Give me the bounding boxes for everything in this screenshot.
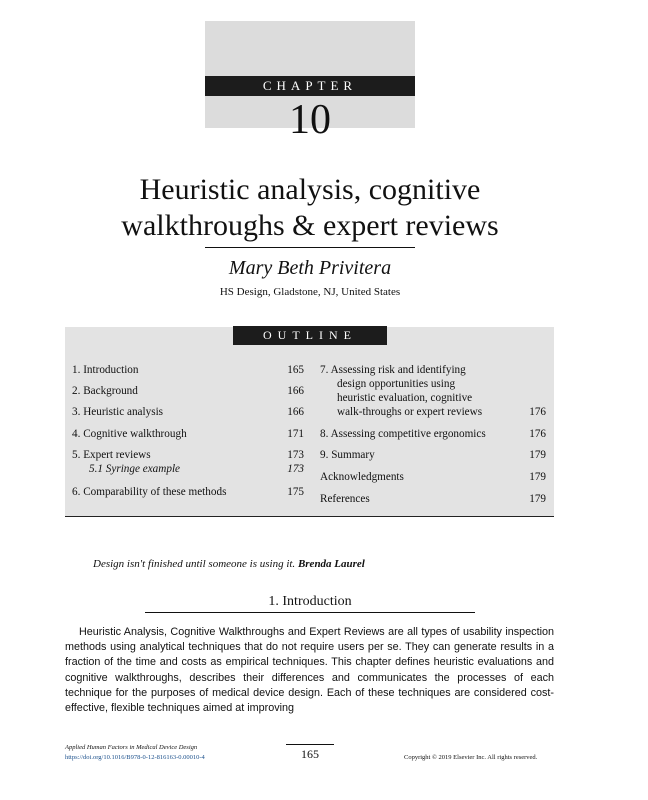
toc-item-syringe-example[interactable]: 5.1 Syringe example xyxy=(89,463,181,475)
footer-copyright: Copyright © 2019 Elsevier Inc. All rights reserved. xyxy=(404,754,538,761)
toc-item-assessing-risk-cont: heuristic evaluation, cognitive xyxy=(337,392,473,404)
footer-rule xyxy=(286,744,334,745)
toc-page: 175 xyxy=(287,486,304,498)
chapter-title xyxy=(60,172,560,244)
toc-item-assessing-risk[interactable]: 7. Assessing risk and identifying xyxy=(320,364,466,376)
section-heading: 1. Introduction xyxy=(268,594,352,609)
toc-page: 165 xyxy=(287,364,304,376)
footer-doi-link[interactable]: https://doi.org/10.1016/B978-0-12-816163-0.00010-4 xyxy=(65,754,205,761)
toc-item-assessing-risk-cont: design opportunities using xyxy=(337,378,456,390)
toc-item-background[interactable]: 2. Background xyxy=(72,385,138,397)
title-line-1: Heuristic analysis, cognitive xyxy=(139,173,481,206)
toc-item-summary[interactable]: 9. Summary xyxy=(320,449,375,461)
page-number: 165 xyxy=(301,747,319,761)
toc-item-expert-reviews[interactable]: 5. Expert reviews xyxy=(72,449,151,461)
affiliation: HS Design, Gladstone, NJ, United States xyxy=(219,286,401,298)
toc-page: 166 xyxy=(287,406,304,418)
outline-label: OUTLINE xyxy=(233,326,387,345)
author: Mary Beth Privitera xyxy=(228,257,392,279)
epigraph xyxy=(93,558,365,570)
toc-page: 171 xyxy=(287,428,304,440)
toc-page: 173 xyxy=(287,449,304,461)
toc-item-comparability[interactable]: 6. Comparability of these methods xyxy=(72,486,227,498)
toc-item-introduction[interactable]: 1. Introduction xyxy=(72,364,139,376)
toc-item-cognitive-walkthrough[interactable]: 4. Cognitive walkthrough xyxy=(72,428,187,440)
section-rule xyxy=(145,612,475,613)
toc-item-acknowledgments[interactable]: Acknowledgments xyxy=(320,471,404,483)
footer-book-title: Applied Human Factors in Medical Device Design xyxy=(65,744,198,751)
title-rule xyxy=(205,247,415,248)
toc-item-assessing-risk-cont: walk-throughs or expert reviews xyxy=(337,406,483,418)
chapter-label: CHAPTER xyxy=(205,76,415,96)
toc-page: 179 xyxy=(529,493,546,505)
chapter-number: 10 xyxy=(289,97,331,143)
epigraph-author: Brenda Laurel xyxy=(297,558,365,570)
toc-page: 176 xyxy=(529,406,546,418)
toc-page: 179 xyxy=(529,449,546,461)
toc-page: 176 xyxy=(529,428,546,440)
toc-item-references[interactable]: References xyxy=(320,493,370,505)
title-line-2: walkthroughs & expert reviews xyxy=(121,209,499,242)
epigraph-text: Design isn't finished until someone is using it. xyxy=(93,558,296,570)
toc-page: 166 xyxy=(287,385,304,397)
toc-item-competitive-ergonomics[interactable]: 8. Assessing competitive ergonomics xyxy=(320,428,486,440)
toc-item-heuristic-analysis[interactable]: 3. Heuristic analysis xyxy=(72,406,164,418)
toc-page: 179 xyxy=(529,471,546,483)
toc-page: 173 xyxy=(287,463,304,475)
body-paragraph: Heuristic Analysis, Cognitive Walkthroughs and Expert Reviews are all types of usability inspection methods using analytical techniques that do not require users per se. They can generate results in a fraction of the time and costs as empirical techniques. This chapter defines heuristic evaluations and cognitive walkthroughs, describes their differences and communicates the processes of each technique for the purposes of medical device design. Each of these techniques are considered cost-effective, flexible techniques aimed at improving xyxy=(65,626,554,715)
